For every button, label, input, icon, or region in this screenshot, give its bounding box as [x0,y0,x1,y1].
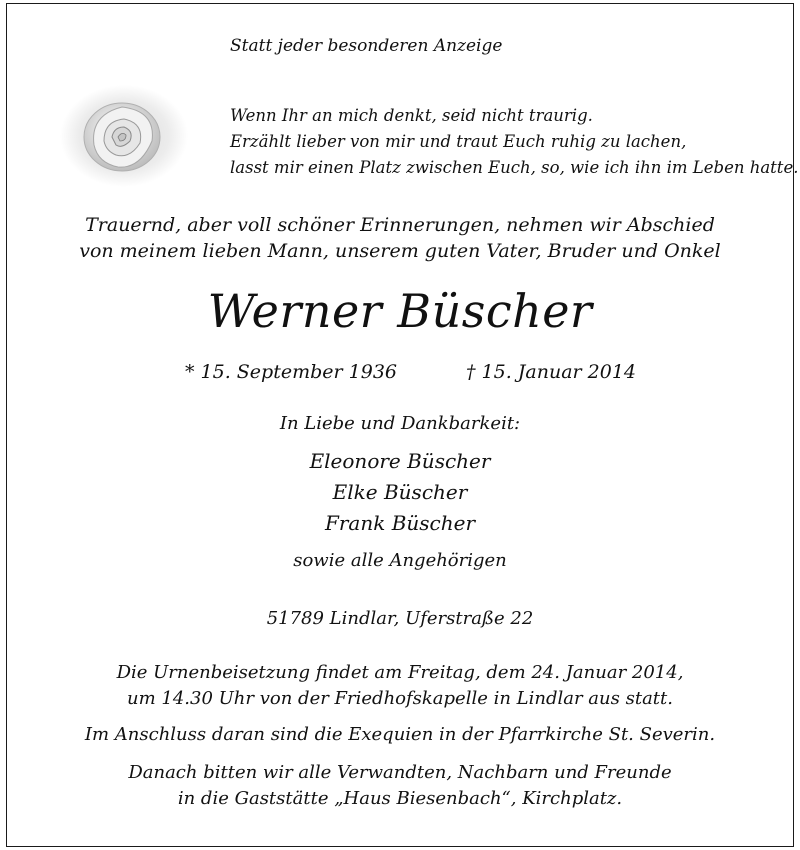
exequien-notice: Im Anschluss daran sind die Exequien in der Pfarrkirche St. Severin. [84,724,716,745]
dedication: In Liebe und Dankbarkeit: [279,413,521,434]
family-list [0,446,800,539]
gathering-notice [0,760,800,812]
notice-line: in die Gaststätte „Haus Biesenbach“, Kirchplatz. [177,788,623,809]
funeral-notice [0,660,800,712]
intro-line: Trauernd, aber voll schöner Erinnerungen, nehmen wir Abschied [85,214,715,236]
family-member: Frank Büscher [324,511,476,535]
relatives-line: sowie alle Angehörigen [293,550,507,571]
death-date: † 15. Januar 2014 [466,361,637,383]
deceased-name: Werner Büscher [207,284,593,338]
notice-line: Die Urnenbeisetzung findet am Freitag, dem 24. Januar 2014, [116,662,684,683]
notice-line: Danach bitten wir alle Verwandten, Nachbarn und Freunde [128,762,672,783]
family-member: Elke Büscher [332,480,468,504]
header-line: Statt jeder besonderen Anzeige [230,36,503,56]
family-member: Eleonore Büscher [309,449,491,473]
poem-line: Erzählt lieber von mir und traut Euch ruhig zu lachen, [230,132,687,151]
intro-text [0,212,800,264]
poem-line: lasst mir einen Platz zwischen Euch, so, wie ich ihn im Leben hatte. [230,158,799,177]
birth-date: * 15. September 1936 [185,361,397,383]
poem-line: Wenn Ihr an mich denkt, seid nicht traurig. [230,106,593,125]
rose-image [60,85,188,187]
intro-line: von meinem lieben Mann, unserem guten Vater, Bruder und Onkel [79,240,721,262]
notice-line: um 14.30 Uhr von der Friedhofskapelle in Lindlar aus statt. [127,688,673,709]
address: 51789 Lindlar, Uferstraße 22 [266,608,534,629]
poem [230,103,798,181]
